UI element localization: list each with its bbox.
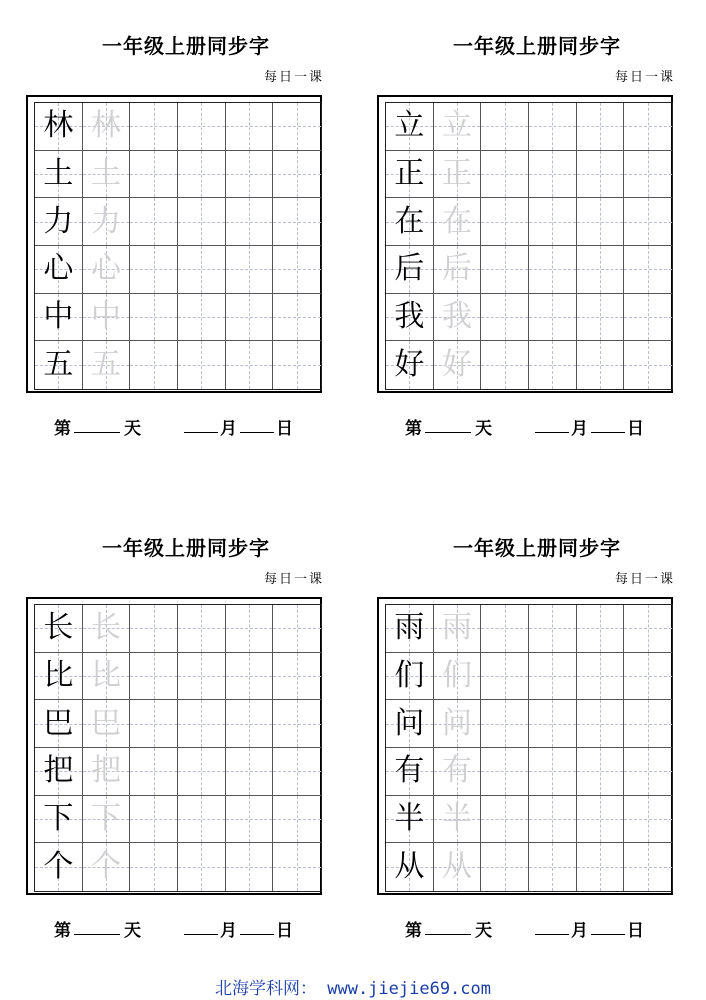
grid-cell[interactable] bbox=[624, 246, 672, 294]
grid-cell[interactable] bbox=[178, 843, 226, 891]
grid-cell[interactable] bbox=[386, 700, 434, 748]
grid-row bbox=[386, 294, 672, 342]
grid-cell[interactable] bbox=[178, 700, 226, 748]
model-character: 们 bbox=[394, 657, 425, 693]
grid-cell[interactable] bbox=[178, 198, 226, 246]
trace-character: 后 bbox=[441, 251, 472, 287]
grid-cell[interactable] bbox=[529, 843, 577, 891]
grid-row bbox=[35, 246, 321, 294]
grid-cell[interactable] bbox=[273, 246, 321, 294]
grid-cell[interactable] bbox=[481, 151, 529, 199]
trace-character: 把 bbox=[90, 753, 121, 789]
grid-row bbox=[386, 653, 672, 701]
sheet-title: 一年级上册同步字 bbox=[453, 536, 621, 560]
grid-cell[interactable] bbox=[226, 748, 274, 796]
trace-character: 雨 bbox=[441, 610, 472, 646]
grid-cell[interactable] bbox=[434, 198, 482, 246]
trace-character: 半 bbox=[441, 800, 472, 836]
day-blank[interactable] bbox=[425, 916, 471, 935]
grid-cell[interactable] bbox=[130, 198, 178, 246]
grid-cell[interactable] bbox=[178, 294, 226, 342]
grid-cell[interactable] bbox=[273, 796, 321, 844]
grid-cell[interactable] bbox=[481, 605, 529, 653]
grid-cell[interactable] bbox=[83, 103, 131, 151]
sheet-subtitle: 每日一课 bbox=[614, 572, 675, 587]
grid-cell[interactable] bbox=[624, 198, 672, 246]
grid-row bbox=[35, 796, 321, 844]
grid-cell[interactable] bbox=[83, 748, 131, 796]
grid-cell[interactable] bbox=[577, 700, 625, 748]
grid-row bbox=[386, 341, 672, 389]
grid-cell[interactable] bbox=[481, 796, 529, 844]
sheet-subtitle: 每日一课 bbox=[263, 70, 324, 85]
grid-cell[interactable] bbox=[577, 246, 625, 294]
date-di: 第 bbox=[54, 419, 71, 439]
grid-cell[interactable] bbox=[624, 700, 672, 748]
grid-cell[interactable] bbox=[130, 294, 178, 342]
grid-cell[interactable] bbox=[130, 653, 178, 701]
grid-cell[interactable] bbox=[624, 796, 672, 844]
grid-cell[interactable] bbox=[273, 653, 321, 701]
grid-cell[interactable] bbox=[178, 605, 226, 653]
grid-cell[interactable] bbox=[529, 294, 577, 342]
grid-cell[interactable] bbox=[434, 796, 482, 844]
grid-cell[interactable] bbox=[35, 653, 83, 701]
grid-cell[interactable] bbox=[386, 198, 434, 246]
grid-row bbox=[35, 103, 321, 151]
grid-cell[interactable] bbox=[226, 341, 274, 389]
grid-row bbox=[386, 246, 672, 294]
model-character: 下 bbox=[43, 800, 74, 836]
date-yue: 月 bbox=[220, 419, 237, 439]
model-character: 在 bbox=[394, 203, 425, 239]
grid-cell[interactable] bbox=[35, 341, 83, 389]
writing-grid bbox=[385, 604, 673, 892]
grid-cell[interactable] bbox=[130, 843, 178, 891]
model-character: 雨 bbox=[394, 610, 425, 646]
writing-grid bbox=[34, 102, 322, 390]
grid-cell[interactable] bbox=[273, 605, 321, 653]
trace-character: 心 bbox=[90, 251, 121, 287]
writing-grid-frame bbox=[377, 597, 673, 895]
trace-character: 好 bbox=[441, 347, 472, 383]
grid-cell[interactable] bbox=[35, 843, 83, 891]
model-character: 巴 bbox=[43, 705, 74, 741]
trace-character: 巴 bbox=[90, 705, 121, 741]
grid-cell[interactable] bbox=[529, 796, 577, 844]
day-blank[interactable] bbox=[74, 414, 120, 433]
model-character: 林 bbox=[43, 108, 74, 144]
grid-cell[interactable] bbox=[577, 198, 625, 246]
day-blank[interactable] bbox=[425, 414, 471, 433]
grid-cell[interactable] bbox=[386, 748, 434, 796]
grid-cell[interactable] bbox=[273, 198, 321, 246]
grid-cell[interactable] bbox=[226, 246, 274, 294]
grid-cell[interactable] bbox=[386, 246, 434, 294]
grid-row bbox=[35, 198, 321, 246]
grid-cell[interactable] bbox=[83, 151, 131, 199]
grid-cell[interactable] bbox=[226, 605, 274, 653]
grid-cell[interactable] bbox=[529, 151, 577, 199]
month-blank[interactable] bbox=[535, 414, 569, 433]
month-blank[interactable] bbox=[184, 916, 218, 935]
grid-row bbox=[386, 198, 672, 246]
model-character: 半 bbox=[394, 800, 425, 836]
grid-cell[interactable] bbox=[577, 151, 625, 199]
grid-cell[interactable] bbox=[481, 700, 529, 748]
model-character: 有 bbox=[394, 753, 425, 789]
grid-cell[interactable] bbox=[481, 843, 529, 891]
grid-cell[interactable] bbox=[434, 700, 482, 748]
grid-cell[interactable] bbox=[481, 246, 529, 294]
grid-cell[interactable] bbox=[481, 653, 529, 701]
trace-character: 在 bbox=[441, 203, 472, 239]
grid-cell[interactable] bbox=[529, 341, 577, 389]
grid-cell[interactable] bbox=[577, 103, 625, 151]
grid-cell[interactable] bbox=[434, 294, 482, 342]
sheet-title: 一年级上册同步字 bbox=[102, 536, 270, 560]
grid-cell[interactable] bbox=[273, 294, 321, 342]
date-di: 第 bbox=[405, 419, 422, 439]
model-character: 后 bbox=[394, 251, 425, 287]
trace-character: 我 bbox=[441, 298, 472, 334]
grid-cell[interactable] bbox=[35, 198, 83, 246]
grid-cell[interactable] bbox=[481, 341, 529, 389]
date-tian: 天 bbox=[475, 921, 492, 941]
grid-row bbox=[386, 748, 672, 796]
trace-character: 问 bbox=[441, 705, 472, 741]
grid-cell[interactable] bbox=[434, 843, 482, 891]
grid-cell[interactable] bbox=[35, 796, 83, 844]
model-character: 中 bbox=[43, 298, 74, 334]
grid-cell[interactable] bbox=[83, 198, 131, 246]
grid-cell[interactable] bbox=[226, 843, 274, 891]
grid-cell[interactable] bbox=[178, 103, 226, 151]
grid-cell[interactable] bbox=[130, 341, 178, 389]
grid-cell[interactable] bbox=[386, 103, 434, 151]
date-yue: 月 bbox=[571, 419, 588, 439]
grid-cell[interactable] bbox=[577, 341, 625, 389]
grid-row bbox=[35, 151, 321, 199]
grid-cell[interactable] bbox=[577, 796, 625, 844]
grid-cell[interactable] bbox=[624, 605, 672, 653]
model-character: 土 bbox=[43, 155, 74, 191]
date-yue: 月 bbox=[571, 921, 588, 941]
date-ri: 日 bbox=[627, 419, 644, 439]
trace-character: 土 bbox=[90, 155, 121, 191]
grid-cell[interactable] bbox=[529, 246, 577, 294]
grid-cell[interactable] bbox=[83, 796, 131, 844]
grid-cell[interactable] bbox=[624, 294, 672, 342]
trace-character: 从 bbox=[441, 849, 472, 885]
sheet-subtitle: 每日一课 bbox=[263, 572, 324, 587]
grid-cell[interactable] bbox=[434, 653, 482, 701]
grid-cell[interactable] bbox=[577, 843, 625, 891]
grid-cell[interactable] bbox=[481, 294, 529, 342]
grid-cell[interactable] bbox=[434, 103, 482, 151]
date-tian: 天 bbox=[124, 419, 141, 439]
grid-cell[interactable] bbox=[226, 103, 274, 151]
grid-cell[interactable] bbox=[130, 796, 178, 844]
grid-cell[interactable] bbox=[226, 796, 274, 844]
grid-row bbox=[35, 294, 321, 342]
grid-cell[interactable] bbox=[273, 151, 321, 199]
grid-cell[interactable] bbox=[83, 653, 131, 701]
grid-cell[interactable] bbox=[577, 294, 625, 342]
date-blank[interactable] bbox=[240, 414, 274, 433]
model-character: 个 bbox=[43, 849, 74, 885]
sheet-title: 一年级上册同步字 bbox=[102, 34, 270, 58]
model-character: 心 bbox=[43, 251, 74, 287]
grid-cell[interactable] bbox=[178, 151, 226, 199]
grid-cell[interactable] bbox=[624, 341, 672, 389]
grid-row bbox=[386, 796, 672, 844]
month-blank[interactable] bbox=[535, 916, 569, 935]
grid-cell[interactable] bbox=[226, 294, 274, 342]
date-ri: 日 bbox=[276, 419, 293, 439]
grid-cell[interactable] bbox=[178, 246, 226, 294]
grid-cell[interactable] bbox=[178, 748, 226, 796]
grid-row bbox=[386, 151, 672, 199]
grid-cell[interactable] bbox=[386, 151, 434, 199]
grid-row bbox=[386, 103, 672, 151]
month-blank[interactable] bbox=[184, 414, 218, 433]
date-di: 第 bbox=[405, 921, 422, 941]
grid-cell[interactable] bbox=[35, 700, 83, 748]
trace-character: 个 bbox=[90, 849, 121, 885]
grid-cell[interactable] bbox=[273, 748, 321, 796]
date-blank[interactable] bbox=[591, 414, 625, 433]
date-ri: 日 bbox=[276, 921, 293, 941]
grid-cell[interactable] bbox=[226, 700, 274, 748]
grid-row bbox=[386, 843, 672, 891]
model-character: 长 bbox=[43, 610, 74, 646]
grid-cell[interactable] bbox=[83, 246, 131, 294]
writing-grid-frame bbox=[377, 95, 673, 393]
grid-cell[interactable] bbox=[386, 341, 434, 389]
grid-cell[interactable] bbox=[130, 700, 178, 748]
grid-row bbox=[35, 605, 321, 653]
date-ri: 日 bbox=[627, 921, 644, 941]
grid-cell[interactable] bbox=[624, 103, 672, 151]
trace-character: 立 bbox=[441, 108, 472, 144]
trace-character: 正 bbox=[441, 155, 472, 191]
grid-cell[interactable] bbox=[434, 341, 482, 389]
writing-grid-frame bbox=[26, 597, 322, 895]
date-di: 第 bbox=[54, 921, 71, 941]
grid-cell[interactable] bbox=[434, 246, 482, 294]
model-character: 五 bbox=[43, 347, 74, 383]
model-character: 力 bbox=[43, 203, 74, 239]
grid-cell[interactable] bbox=[273, 341, 321, 389]
model-character: 问 bbox=[394, 705, 425, 741]
date-tian: 天 bbox=[475, 419, 492, 439]
grid-cell[interactable] bbox=[226, 151, 274, 199]
grid-row bbox=[35, 341, 321, 389]
model-character: 好 bbox=[394, 347, 425, 383]
grid-row bbox=[386, 700, 672, 748]
grid-cell[interactable] bbox=[130, 151, 178, 199]
grid-cell[interactable] bbox=[529, 653, 577, 701]
grid-cell[interactable] bbox=[178, 796, 226, 844]
trace-character: 长 bbox=[90, 610, 121, 646]
grid-cell[interactable] bbox=[624, 843, 672, 891]
date-yue: 月 bbox=[220, 921, 237, 941]
grid-cell[interactable] bbox=[273, 103, 321, 151]
grid-cell[interactable] bbox=[434, 151, 482, 199]
trace-character: 下 bbox=[90, 800, 121, 836]
grid-cell[interactable] bbox=[386, 653, 434, 701]
grid-cell[interactable] bbox=[481, 748, 529, 796]
grid-cell[interactable] bbox=[130, 605, 178, 653]
date-blank[interactable] bbox=[591, 916, 625, 935]
trace-character: 有 bbox=[441, 753, 472, 789]
grid-cell[interactable] bbox=[83, 341, 131, 389]
grid-cell[interactable] bbox=[226, 198, 274, 246]
grid-cell[interactable] bbox=[529, 198, 577, 246]
model-character: 把 bbox=[43, 753, 74, 789]
grid-cell[interactable] bbox=[130, 103, 178, 151]
grid-cell[interactable] bbox=[83, 294, 131, 342]
grid-cell[interactable] bbox=[624, 151, 672, 199]
grid-cell[interactable] bbox=[577, 653, 625, 701]
grid-cell[interactable] bbox=[178, 653, 226, 701]
writing-grid bbox=[34, 604, 322, 892]
grid-cell[interactable] bbox=[178, 341, 226, 389]
model-character: 正 bbox=[394, 155, 425, 191]
grid-row bbox=[386, 605, 672, 653]
sheet-title: 一年级上册同步字 bbox=[453, 34, 621, 58]
grid-row bbox=[35, 700, 321, 748]
grid-cell[interactable] bbox=[481, 198, 529, 246]
grid-cell[interactable] bbox=[386, 605, 434, 653]
grid-cell[interactable] bbox=[386, 843, 434, 891]
writing-grid bbox=[385, 102, 673, 390]
grid-cell[interactable] bbox=[529, 700, 577, 748]
grid-row bbox=[35, 653, 321, 701]
grid-cell[interactable] bbox=[386, 796, 434, 844]
grid-cell[interactable] bbox=[35, 151, 83, 199]
grid-cell[interactable] bbox=[529, 103, 577, 151]
grid-cell[interactable] bbox=[577, 605, 625, 653]
grid-cell[interactable] bbox=[434, 605, 482, 653]
grid-cell[interactable] bbox=[83, 605, 131, 653]
grid-cell[interactable] bbox=[130, 748, 178, 796]
trace-character: 林 bbox=[90, 108, 121, 144]
grid-row bbox=[35, 748, 321, 796]
trace-character: 比 bbox=[90, 657, 121, 693]
grid-cell[interactable] bbox=[434, 748, 482, 796]
grid-cell[interactable] bbox=[577, 748, 625, 796]
grid-cell[interactable] bbox=[529, 605, 577, 653]
grid-cell[interactable] bbox=[83, 843, 131, 891]
grid-cell[interactable] bbox=[273, 700, 321, 748]
grid-cell[interactable] bbox=[273, 843, 321, 891]
grid-cell[interactable] bbox=[624, 653, 672, 701]
model-character: 我 bbox=[394, 298, 425, 334]
grid-cell[interactable] bbox=[481, 103, 529, 151]
grid-cell[interactable] bbox=[226, 653, 274, 701]
trace-character: 们 bbox=[441, 657, 472, 693]
date-blank[interactable] bbox=[240, 916, 274, 935]
model-character: 从 bbox=[394, 849, 425, 885]
grid-cell[interactable] bbox=[35, 246, 83, 294]
writing-grid-frame bbox=[26, 95, 322, 393]
sheet-subtitle: 每日一课 bbox=[614, 70, 675, 85]
grid-cell[interactable] bbox=[35, 605, 83, 653]
grid-cell[interactable] bbox=[35, 294, 83, 342]
day-blank[interactable] bbox=[74, 916, 120, 935]
grid-cell[interactable] bbox=[386, 294, 434, 342]
trace-character: 力 bbox=[90, 203, 121, 239]
model-character: 比 bbox=[43, 657, 74, 693]
grid-row bbox=[35, 843, 321, 891]
trace-character: 五 bbox=[90, 347, 121, 383]
model-character: 立 bbox=[394, 108, 425, 144]
date-tian: 天 bbox=[124, 921, 141, 941]
grid-cell[interactable] bbox=[130, 246, 178, 294]
trace-character: 中 bbox=[90, 298, 121, 334]
grid-cell[interactable] bbox=[624, 748, 672, 796]
grid-cell[interactable] bbox=[83, 700, 131, 748]
footer-website: 北海学科网： www.jiejie69.com bbox=[215, 979, 491, 999]
grid-cell[interactable] bbox=[529, 748, 577, 796]
grid-cell[interactable] bbox=[35, 748, 83, 796]
grid-cell[interactable] bbox=[35, 103, 83, 151]
